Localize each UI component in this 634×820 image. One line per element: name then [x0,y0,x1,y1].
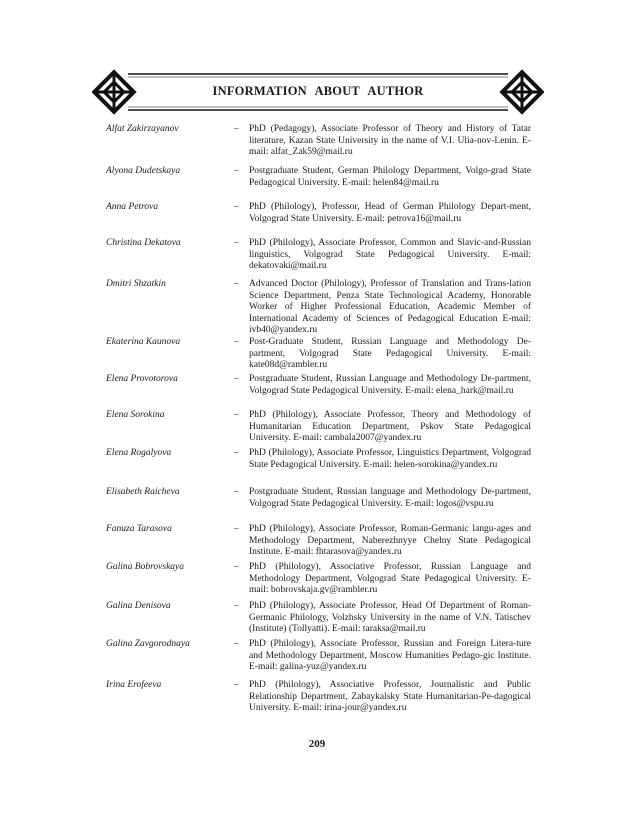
author-description: Postgraduate Student, German Philology Department, Volgo-grad State Pedagogical University. E-mail: helen84@mail.ru [249,166,531,188]
author-description: PhD (Philology), Associate Professor, Theory and Methodology of Humanitarian Education Department, Pskov State Pedagogical University. E-mail: cambala2007@yandex.ru [249,410,531,444]
entry-dash: – [234,680,239,690]
entry-dash: – [234,487,239,497]
author-description: Postgraduate Student, Russian language and Methodology De-partment, Volgograd State Pedagogical University. E-mail: logos@vspu.ru [249,487,531,509]
entry-dash: – [234,166,239,176]
entry-dash: – [234,124,239,134]
author-name: Fanuza Tarasova [106,524,172,534]
entry-dash: – [234,562,239,572]
author-name: Irina Erofeeva [106,680,162,690]
author-description: PhD (Philology), Associate Professor, Head Of Department of Roman-Germanic Philology, Volzhsky University in the name of V.N. Tatischev (Institute) (Tollyatti). E-mail: taraksa@mail.ru [249,601,531,635]
author-name: Alfat Zakirzayanov [106,124,179,134]
author-description: PhD (Philology), Associate Professor, Linguistics Department, Volgograd State Pedagogical University. E-mail: helen-sorokina@yandex.ru [249,448,531,470]
entry-dash: – [234,524,239,534]
entry-dash: – [234,337,239,347]
author-name: Elena Rogalyova [106,448,172,458]
author-name: Ekaterina Kaunova [106,337,181,347]
author-name: Elena Sorokina [106,410,165,420]
author-description: PhD (Philology), Associate Professor, Roman-Germanic langu-ages and Methodology Department, Naberezhnyye Chelny State Pedagogical Institute. E-mail: fhtarasova@yandex.ru [249,524,531,558]
author-description: PhD (Philology), Associate Professor, Russian and Foreign Litera-ture and Methodology Department, Moscow Humanities Pedago-gic Institute. E-mail: galina-yuz@yandex.ru [249,639,531,673]
entry-dash: – [234,238,239,248]
author-name: Elisabeth Raicheva [106,487,180,497]
entry-dash: – [234,639,239,649]
author-description: Postgraduate Student, Russian Language and Methodology De-partment, Volgograd State Pedagogical University. E-mail: elena_hark@mail.ru [249,374,531,396]
author-description: PhD (Philology), Associative Professor, Journalistic and Public Relationship Department, Zabaykalsky State Humanitarian-Pe-dagogical University. E-mail: irina-jour@yandex.ru [249,680,531,714]
entry-dash: – [234,601,239,611]
author-name: Galina Zavgorodnaya [106,639,190,649]
entry-dash: – [234,279,239,289]
section-header [92,68,544,116]
author-name: Galina Bobrovskaya [106,562,185,572]
entry-dash: – [234,410,239,420]
entry-dash: – [234,374,239,384]
author-description: Post-Graduate Student, Russian Language and Methodology De-partment, Volgograd State Pedagogical University. E-mail: kate08d@rambler.ru [249,337,531,371]
author-name: Dmitri Shzatkin [106,279,166,289]
author-name: Christina Dekatova [106,238,181,248]
author-description: PhD (Philology), Associative Professor, Russian Language and Methodology Department, Volgograd State Pedagogical University. E-mail: bobrovskaja.gv@rambler.ru [249,562,531,596]
entry-dash: – [234,202,239,212]
author-description: PhD (Pedagogy), Associate Professor of Theory and History of Tatar literature, Kazan State University in the name of V.I. Ulia-nov-Lenin. E-mail: alfat_Zak59@mail.ru [249,124,531,158]
author-name: Galina Denisova [106,601,171,611]
page-number: 209 [308,738,326,750]
author-description: PhD (Philology), Associate Professor, Common and Slavic-and-Russian linguistics, Volgograd State Pedagogical University. E-mail: dekatovaki@mail.ru [249,238,531,272]
author-name: Anna Petrova [106,202,159,212]
author-name: Elena Provotorova [106,374,178,384]
author-description: Advanced Doctor (Philology), Professor of Translation and Trans-lation Science Department, Penza State Technological Academy, Honorable Worker of Higher Professional Education, Academic Member of International Academy of Sciences of Pedagogical Education E-mail: ivb40@yandex.ru [249,279,531,336]
page-title: INFORMATION ABOUT AUTHOR [212,84,424,98]
entry-dash: – [234,448,239,458]
author-name: Alyona Dudetskaya [106,166,181,176]
author-description: PhD (Philology), Professor, Head of German Philology Depart-ment, Volgograd State University. E-mail: petrova16@mail.ru [249,202,531,224]
